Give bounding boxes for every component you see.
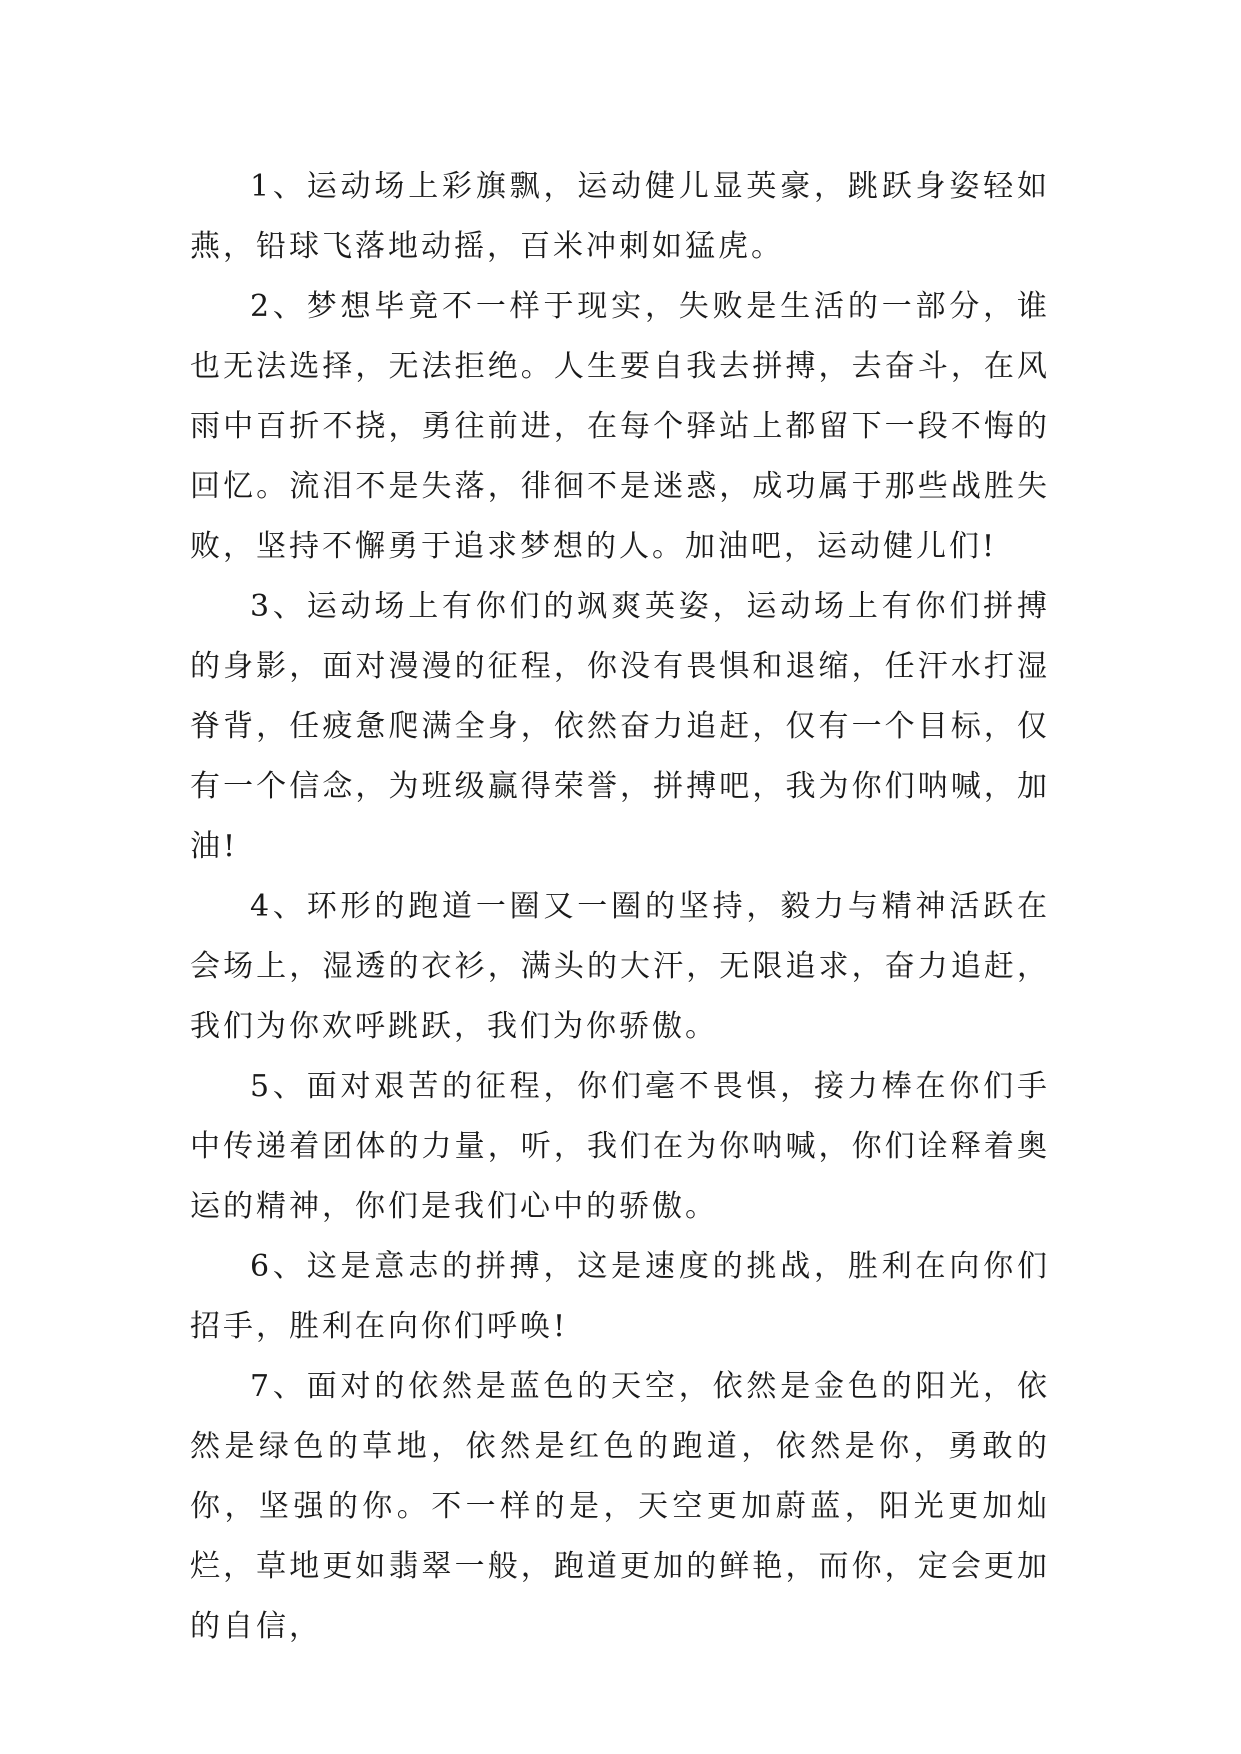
- paragraph-1: 1、运动场上彩旗飘，运动健儿显英豪，跳跃身姿轻如燕，铅球飞落地动摇，百米冲刺如猛虎。: [190, 169, 1050, 264]
- paragraph-6: 6、这是意志的拼搏，这是速度的挑战，胜利在向你们招手，胜利在向你们呼唤!: [190, 1249, 1050, 1344]
- paragraph-3: 3、运动场上有你们的飒爽英姿，运动场上有你们拼搏的身影，面对漫漫的征程，你没有畏惧和退缩，任汗水打湿脊背，任疲惫爬满全身，依然奋力追赶，仅有一个目标，仅有一个信念，为班级赢得荣誉，拼搏吧，我为你们呐喊，加油!: [190, 589, 1050, 864]
- paragraph-7: 7、面对的依然是蓝色的天空，依然是金色的阳光，依然是绿色的草地，依然是红色的跑道，依然是你，勇敢的你，坚强的你。不一样的是，天空更加蔚蓝，阳光更加灿烂，草地更如翡翠一般，跑道更加的鲜艳，而你，定会更加的自信，: [190, 1369, 1050, 1644]
- paragraph-4: 4、环形的跑道一圈又一圈的坚持，毅力与精神活跃在会场上，湿透的衣衫，满头的大汗，无限追求，奋力追赶，我们为你欢呼跳跃，我们为你骄傲。: [190, 889, 1050, 1044]
- paragraph-5: 5、面对艰苦的征程，你们毫不畏惧，接力棒在你们手中传递着团体的力量，听，我们在为你呐喊，你们诠释着奥运的精神，你们是我们心中的骄傲。: [190, 1069, 1050, 1224]
- paragraph-2: 2、梦想毕竟不一样于现实，失败是生活的一部分，谁也无法选择，无法拒绝。人生要自我去拼搏，去奋斗，在风雨中百折不挠，勇往前进，在每个驿站上都留下一段不悔的回忆。流泪不是失落，徘徊不是迷惑，成功属于那些战胜失败，坚持不懈勇于追求梦想的人。加油吧，运动健儿们!: [190, 289, 1050, 564]
- document-body: [190, 157, 1050, 1657]
